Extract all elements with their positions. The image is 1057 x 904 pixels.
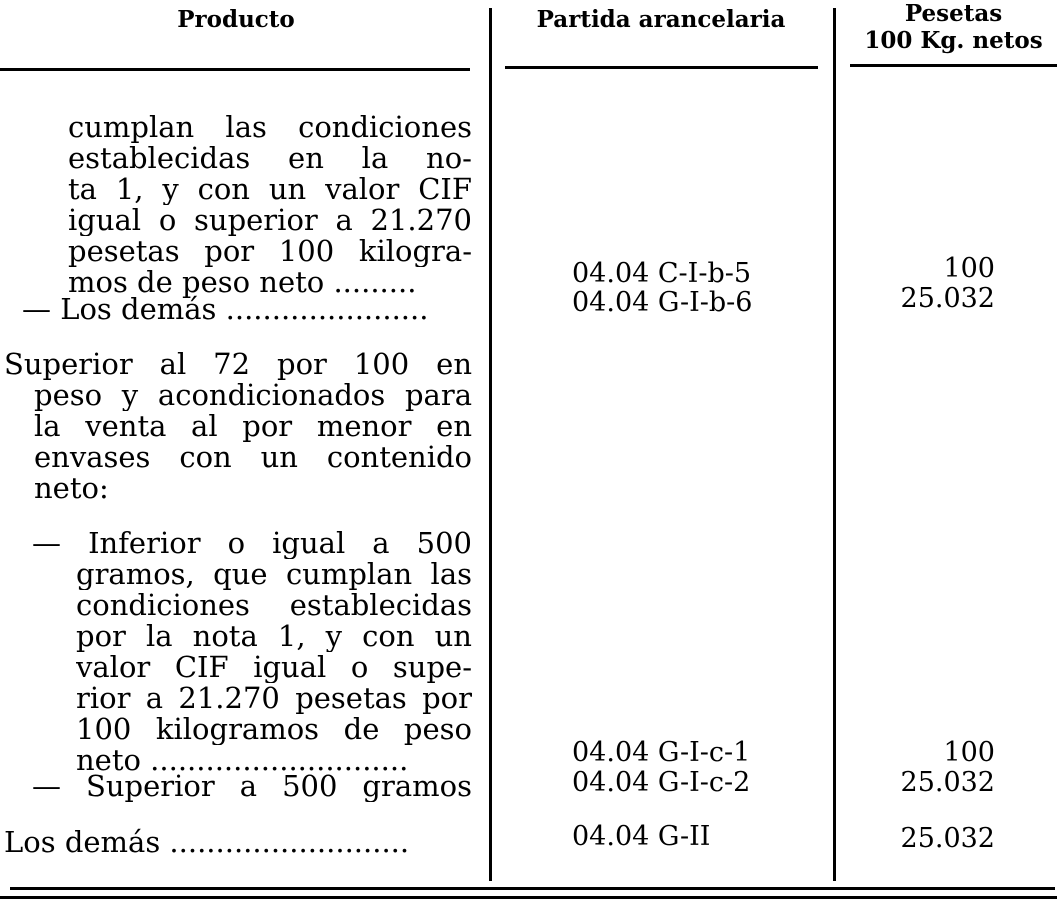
product-text-inferior-500	[32, 528, 472, 776]
text-line: cumplan las condiciones	[68, 112, 472, 143]
text-line: la venta al por menor en	[34, 411, 472, 442]
tariff-code: 04.04 G-I-b-6	[572, 287, 753, 318]
text-line: mos de peso neto .........	[68, 267, 417, 298]
price-value: 100	[943, 737, 995, 768]
column-divider-2	[833, 8, 836, 881]
tariff-code: 04.04 G-I-c-1	[572, 737, 751, 768]
header-rule-producto	[0, 68, 470, 71]
price-value: 100	[943, 253, 995, 284]
text-line: establecidas en la no-	[68, 143, 472, 174]
column-divider-1	[489, 8, 492, 881]
header-pesetas	[850, 0, 1057, 54]
text-line: — Los demás ......................	[22, 294, 429, 325]
header-partida-arancelaria: Partida arancelaria	[536, 6, 786, 33]
tariff-code: 04.04 G-II	[572, 821, 711, 852]
header-rule-partida	[505, 66, 818, 69]
text-line: valor CIF igual o supe-	[76, 652, 472, 683]
text-line: ta 1, y con un valor CIF	[68, 174, 472, 205]
text-line: peso y acondicionados para	[34, 380, 472, 411]
text-line: neto:	[34, 473, 109, 504]
text-line: condiciones establecidas	[76, 590, 472, 621]
text-line: neto ............................	[76, 745, 409, 776]
text-line: Superior al 72 por 100 en	[4, 349, 472, 380]
product-text-superior-500	[32, 771, 472, 802]
text-line: Los demás ..........................	[4, 827, 410, 858]
text-line: rior a 21.270 pesetas por	[76, 683, 472, 714]
product-text-los-demas-1	[22, 294, 472, 325]
tariff-code: 04.04 C-I-b-5	[572, 258, 752, 289]
product-text-cumplan	[68, 112, 472, 298]
bottom-rule-2	[0, 896, 1057, 899]
price-value: 25.032	[900, 767, 995, 798]
text-line: igual o superior a 21.270	[68, 205, 472, 236]
text-line: — Superior a 500 gramos	[32, 771, 472, 802]
text-line: pesetas por 100 kilogra-	[68, 236, 472, 267]
text-line: envases con un contenido	[34, 442, 472, 473]
price-value: 25.032	[900, 283, 995, 314]
product-text-los-demas-2	[4, 827, 472, 858]
text-line: gramos, que cumplan las	[76, 559, 472, 590]
tariff-code: 04.04 G-I-c-2	[572, 767, 751, 798]
header-producto: Producto	[177, 6, 295, 33]
product-text-superior-72	[4, 349, 472, 504]
header-rule-pesetas	[850, 64, 1057, 67]
text-line: por la nota 1, y con un	[76, 621, 472, 652]
text-line: — Inferior o igual a 500	[32, 528, 472, 559]
text-line: 100 kilogramos de peso	[76, 714, 472, 745]
bottom-rule-1	[10, 887, 1055, 890]
price-value: 25.032	[900, 823, 995, 854]
header-pesetas-line1: Pesetas	[904, 0, 1003, 27]
header-pesetas-line2: 100 Kg. netos	[864, 27, 1043, 54]
